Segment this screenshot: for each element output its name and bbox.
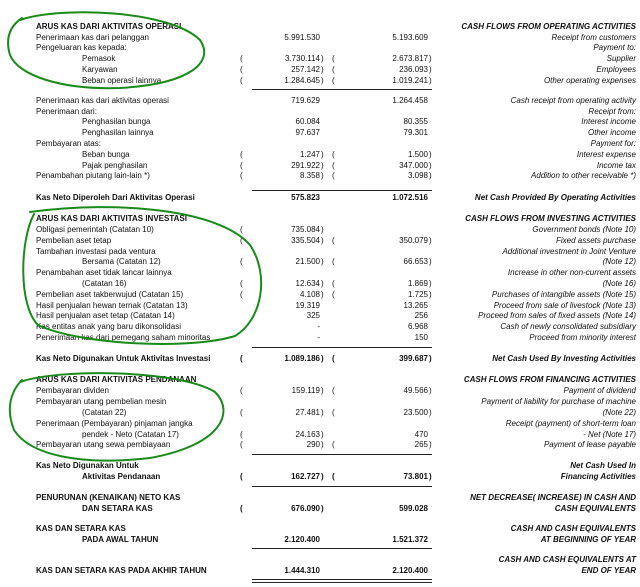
paren-close: ): [429, 408, 432, 417]
value-prior-year: 1.521.372: [392, 535, 428, 544]
paren-open: (: [240, 279, 243, 288]
value-prior-year: 79.301: [403, 128, 428, 137]
value-current-year: 325: [306, 311, 320, 320]
paren-open: (: [332, 65, 335, 74]
rule-operating-net-top: [252, 190, 432, 191]
english-label: Supplier: [606, 54, 636, 63]
paren-close: ): [321, 225, 324, 234]
english-label: (Note 16): [602, 279, 636, 288]
paren-close: ): [321, 354, 324, 363]
paren-open: (: [332, 171, 335, 180]
paren-close: ): [321, 54, 324, 63]
value-prior-year: 66.653: [403, 257, 428, 266]
value-prior-year: 1.072.516: [392, 193, 428, 202]
english-label: AT BEGINNING OF YEAR: [540, 535, 636, 544]
value-current-year: 575.823: [291, 193, 320, 202]
paren-close: ): [429, 150, 432, 159]
paren-close: ): [321, 236, 324, 245]
value-current-year: 1.444.310: [284, 566, 320, 575]
paren-open: (: [332, 472, 335, 481]
paren-close: ): [321, 279, 324, 288]
paren-open: (: [240, 236, 243, 245]
indonesian-label: PADA AWAL TAHUN: [82, 535, 159, 544]
value-prior-year: 49.566: [403, 386, 428, 395]
english-label: Proceed from sale of livestock (Note 13): [493, 301, 636, 310]
value-prior-year: 399.687: [399, 354, 428, 363]
value-current-year: 60.084: [295, 117, 320, 126]
value-current-year: 1.089.186: [284, 354, 320, 363]
paren-open: (: [240, 161, 243, 170]
value-current-year: 719.629: [291, 96, 320, 105]
indonesian-label: Kas Neto Digunakan Untuk Aktivitas Investasi: [36, 354, 211, 363]
english-label: CASH FLOWS FROM FINANCING ACTIVITIES: [463, 375, 636, 384]
english-label: Net Cash Used In: [570, 461, 636, 470]
value-current-year: 1.284.645: [284, 76, 320, 85]
indonesian-label: Pengeluaran kas kepada:: [36, 43, 127, 52]
indonesian-label: (Catatan 16): [82, 279, 127, 288]
indonesian-label: KAS DAN SETARA KAS: [36, 524, 126, 533]
value-current-year: 8.358: [299, 171, 320, 180]
english-label: END OF YEAR: [581, 566, 636, 575]
indonesian-label: Tambahan investasi pada ventura: [36, 247, 156, 256]
english-label: Receipt from customers: [551, 33, 636, 42]
indonesian-label: Kas Neto Digunakan Untuk: [36, 461, 139, 470]
value-prior-year: 3.098: [407, 171, 428, 180]
value-current-year: 4.108: [299, 290, 320, 299]
paren-open: (: [240, 430, 243, 439]
paren-close: ): [429, 290, 432, 299]
english-label: Payment of dividend: [563, 386, 636, 395]
indonesian-label: Aktivitas Pendanaan: [82, 472, 161, 481]
value-prior-year: 256: [414, 311, 428, 320]
english-label: Payment of lease payable: [543, 440, 636, 449]
indonesian-label: DAN SETARA KAS: [82, 504, 153, 513]
indonesian-label: Hasil penjualan hewan ternak (Catatan 13): [36, 301, 188, 310]
english-label: Payment of liability for purchase of machine: [481, 397, 636, 406]
english-label: Net Cash Provided By Operating Activities: [474, 193, 636, 202]
english-label: Employees: [596, 65, 636, 74]
paren-close: ): [321, 430, 324, 439]
english-label: CASH FLOWS FROM INVESTING ACTIVITIES: [465, 214, 636, 223]
english-label: Other income: [587, 128, 636, 137]
english-label: Interest expense: [576, 150, 636, 159]
indonesian-label: Karyawan: [82, 65, 118, 74]
indonesian-label: Pembayaran utang sewa pembiayaan: [36, 440, 171, 449]
english-label: Increase in other non-current assets: [507, 268, 636, 277]
english-label: NET DECREASE( INCREASE) IN CASH AND: [470, 493, 636, 502]
english-label: Addition to other receivable *): [531, 171, 636, 180]
paren-open: (: [332, 76, 335, 85]
paren-open: (: [240, 290, 243, 299]
value-prior-year: 599.028: [399, 504, 428, 513]
indonesian-label: Pembelian aset takberwujud (Catatan 15): [36, 290, 184, 299]
paren-close: ): [429, 440, 432, 449]
english-label: Income tax: [596, 161, 636, 170]
indonesian-label: Obligasi pemerintah (Catatan 10): [36, 225, 154, 234]
paren-close: ): [321, 290, 324, 299]
english-label: (Note 12): [602, 257, 636, 266]
paren-close: ): [321, 504, 324, 513]
paren-close: ): [429, 386, 432, 395]
english-label: Interest income: [581, 117, 636, 126]
indonesian-label: Kas Neto Diperoleh Dari Aktivitas Operasi: [36, 193, 195, 202]
value-prior-year: 13.265: [403, 301, 428, 310]
value-prior-year: 80.355: [403, 117, 428, 126]
paren-close: ): [321, 65, 324, 74]
indonesian-label: Beban operasi lainnya: [82, 76, 162, 85]
english-label: - Net (Note 17): [583, 430, 636, 439]
english-label: Other operating expenses: [543, 76, 636, 85]
value-prior-year: 2.673.817: [392, 54, 428, 63]
value-prior-year: 150: [414, 333, 428, 342]
value-prior-year: 23.500: [403, 408, 428, 417]
value-prior-year: 6.968: [407, 322, 428, 331]
paren-open: (: [240, 54, 243, 63]
paren-open: (: [332, 54, 335, 63]
paren-open: (: [240, 354, 243, 363]
value-prior-year: 236.093: [399, 65, 428, 74]
indonesian-label: Bersama (Catatan 12): [82, 257, 161, 266]
value-prior-year: 1.500: [407, 150, 428, 159]
english-label: Fixed assets purchase: [555, 236, 636, 245]
english-label: Proceed from sales of fixed assets (Note 14): [478, 311, 636, 320]
indonesian-label: ARUS KAS DARI AKTIVITAS PENDANAAN: [36, 375, 197, 384]
paren-close: ): [321, 161, 324, 170]
paren-open: (: [240, 408, 243, 417]
paren-open: (: [332, 161, 335, 170]
rule-operating-subtotal: [252, 89, 432, 90]
paren-open: (: [332, 408, 335, 417]
indonesian-label: pendek - Neto (Catatan 17): [82, 430, 179, 439]
value-prior-year: 1.019.241: [392, 76, 428, 85]
value-prior-year: 1.264.458: [392, 96, 428, 105]
value-prior-year: 1.869: [407, 279, 428, 288]
paren-open: (: [332, 386, 335, 395]
paren-close: ): [321, 440, 324, 449]
paren-close: ): [321, 386, 324, 395]
value-current-year: 5.991.530: [284, 33, 320, 42]
value-current-year: 335.504: [291, 236, 320, 245]
paren-open: (: [332, 440, 335, 449]
paren-close: ): [429, 161, 432, 170]
paren-open: (: [240, 65, 243, 74]
indonesian-label: Penambahan aset tidak lancar lainnya: [36, 268, 172, 277]
english-label: CASH FLOWS FROM OPERATING ACTIVITIES: [461, 22, 636, 31]
value-current-year: 676.090: [291, 504, 320, 513]
value-current-year: 1.247: [299, 150, 320, 159]
paren-open: (: [332, 150, 335, 159]
paren-close: ): [321, 408, 324, 417]
english-label: Purchases of intangible assets (Note 15): [491, 290, 636, 299]
paren-open: (: [332, 354, 335, 363]
paren-close: ): [321, 472, 324, 481]
value-prior-year: 73.801: [403, 472, 428, 481]
english-label: Payment for:: [590, 139, 636, 148]
paren-close: ): [321, 257, 324, 266]
indonesian-label: Kas entitas anak yang baru dikonsolidasi: [36, 322, 181, 331]
value-prior-year: 265: [414, 440, 428, 449]
indonesian-label: Penerimaan (Pembayaran) pinjaman jangka: [36, 419, 193, 428]
value-current-year: 257.142: [291, 65, 320, 74]
paren-close: ): [429, 76, 432, 85]
indonesian-label: ARUS KAS DARI AKTIVITAS OPERASI: [36, 22, 182, 31]
indonesian-label: Penghasilan bunga: [82, 117, 151, 126]
value-current-year: 291.922: [291, 161, 320, 170]
value-current-year: 97.637: [295, 128, 320, 137]
value-current-year: 21.500: [295, 257, 320, 266]
english-label: CASH EQUIVALENTS: [554, 504, 636, 513]
value-current-year: 290: [306, 440, 320, 449]
english-label: CASH AND CASH EQUIVALENTS AT: [498, 555, 636, 564]
english-label: Receipt from:: [588, 107, 636, 116]
indonesian-label: Penambahan piutang lain-lain *): [36, 171, 150, 180]
paren-open: (: [332, 279, 335, 288]
value-prior-year: 5.193.609: [392, 33, 428, 42]
english-label: CASH AND CASH EQUIVALENTS: [510, 524, 636, 533]
value-prior-year: 350.079: [399, 236, 428, 245]
paren-open: (: [240, 472, 243, 481]
english-label: Proceed from minority interest: [529, 333, 636, 342]
paren-open: (: [240, 386, 243, 395]
english-label: Financing Activities: [560, 472, 636, 481]
paren-open: (: [240, 440, 243, 449]
value-current-year: 12.634: [295, 279, 320, 288]
paren-close: ): [429, 279, 432, 288]
indonesian-label: Pajak penghasilan: [82, 161, 148, 170]
paren-open: (: [240, 76, 243, 85]
value-current-year: -: [317, 333, 320, 342]
paren-open: (: [240, 225, 243, 234]
value-current-year: 19.319: [295, 301, 320, 310]
paren-open: (: [240, 171, 243, 180]
rule-investing-net-top: [252, 347, 432, 348]
paren-open: (: [240, 150, 243, 159]
value-prior-year: 2.120.400: [392, 566, 428, 575]
indonesian-label: Penerimaan kas dari pemegang saham minoritas: [36, 333, 211, 342]
paren-close: ): [321, 76, 324, 85]
value-current-year: 2.120.400: [284, 535, 320, 544]
paren-close: ): [429, 236, 432, 245]
english-label: Cash of newly consolidated subsidiary: [500, 322, 636, 331]
english-label: Cash receipt from operating activity: [510, 96, 636, 105]
english-label: Government bonds (Note 10): [532, 225, 636, 234]
indonesian-label: Penghasilan lainnya: [82, 128, 154, 137]
value-prior-year: 1.725: [407, 290, 428, 299]
indonesian-label: Penerimaan dari:: [36, 107, 97, 116]
indonesian-label: Penerimaan kas dari pelanggan: [36, 33, 149, 42]
english-label: Net Cash Used By Investing Activities: [492, 354, 636, 363]
indonesian-label: Pemasok: [82, 54, 116, 63]
indonesian-label: Pembayaran utang pembelian mesin: [36, 397, 167, 406]
value-current-year: 162.727: [291, 472, 320, 481]
paren-close: ): [429, 171, 432, 180]
indonesian-label: Pembayaran atas:: [36, 139, 101, 148]
value-current-year: 735.084: [291, 225, 320, 234]
english-label: Payment to:: [593, 43, 636, 52]
indonesian-label: PENURUNAN (KENAIKAN) NETO KAS: [36, 493, 181, 502]
paren-open: (: [240, 257, 243, 266]
value-current-year: 27.481: [295, 408, 320, 417]
paren-open: (: [332, 236, 335, 245]
indonesian-label: ARUS KAS DARI AKTIVITAS INVESTASI: [36, 214, 187, 223]
paren-close: ): [429, 54, 432, 63]
paren-open: (: [332, 290, 335, 299]
paren-open: (: [240, 504, 243, 513]
indonesian-label: Pembayaran dividen: [36, 386, 109, 395]
value-current-year: 159.119: [291, 386, 320, 395]
value-current-year: -: [317, 322, 320, 331]
paren-close: ): [429, 354, 432, 363]
paren-close: ): [429, 65, 432, 74]
value-current-year: 24.163: [295, 430, 320, 439]
indonesian-label: Hasil penjualan aset tetap (Catatan 14): [36, 311, 175, 320]
paren-close: ): [429, 257, 432, 266]
indonesian-label: KAS DAN SETARA KAS PADA AKHIR TAHUN: [36, 566, 207, 575]
paren-close: ): [429, 472, 432, 481]
paren-close: ): [321, 150, 324, 159]
indonesian-label: Pembelian aset tetap: [36, 236, 112, 245]
rule-ending-double: [252, 579, 432, 583]
value-current-year: 3.730.114: [285, 54, 320, 63]
indonesian-label: Penerimaan kas dari aktivitas operasi: [36, 96, 169, 105]
indonesian-label: (Catatan 22): [82, 408, 127, 417]
paren-open: (: [332, 257, 335, 266]
paren-close: ): [321, 171, 324, 180]
value-prior-year: 347.000: [399, 161, 428, 170]
english-label: Additional investment in Joint Venture: [502, 247, 636, 256]
english-label: (Note 22): [602, 408, 636, 417]
value-prior-year: 470: [414, 430, 428, 439]
rule-financing-net-top: [252, 454, 432, 455]
english-label: Receipt (payment) of short-term loan: [505, 419, 636, 428]
rule-net-change-top: [252, 486, 432, 487]
rule-ending-top: [252, 548, 432, 549]
indonesian-label: Beban bunga: [82, 150, 130, 159]
